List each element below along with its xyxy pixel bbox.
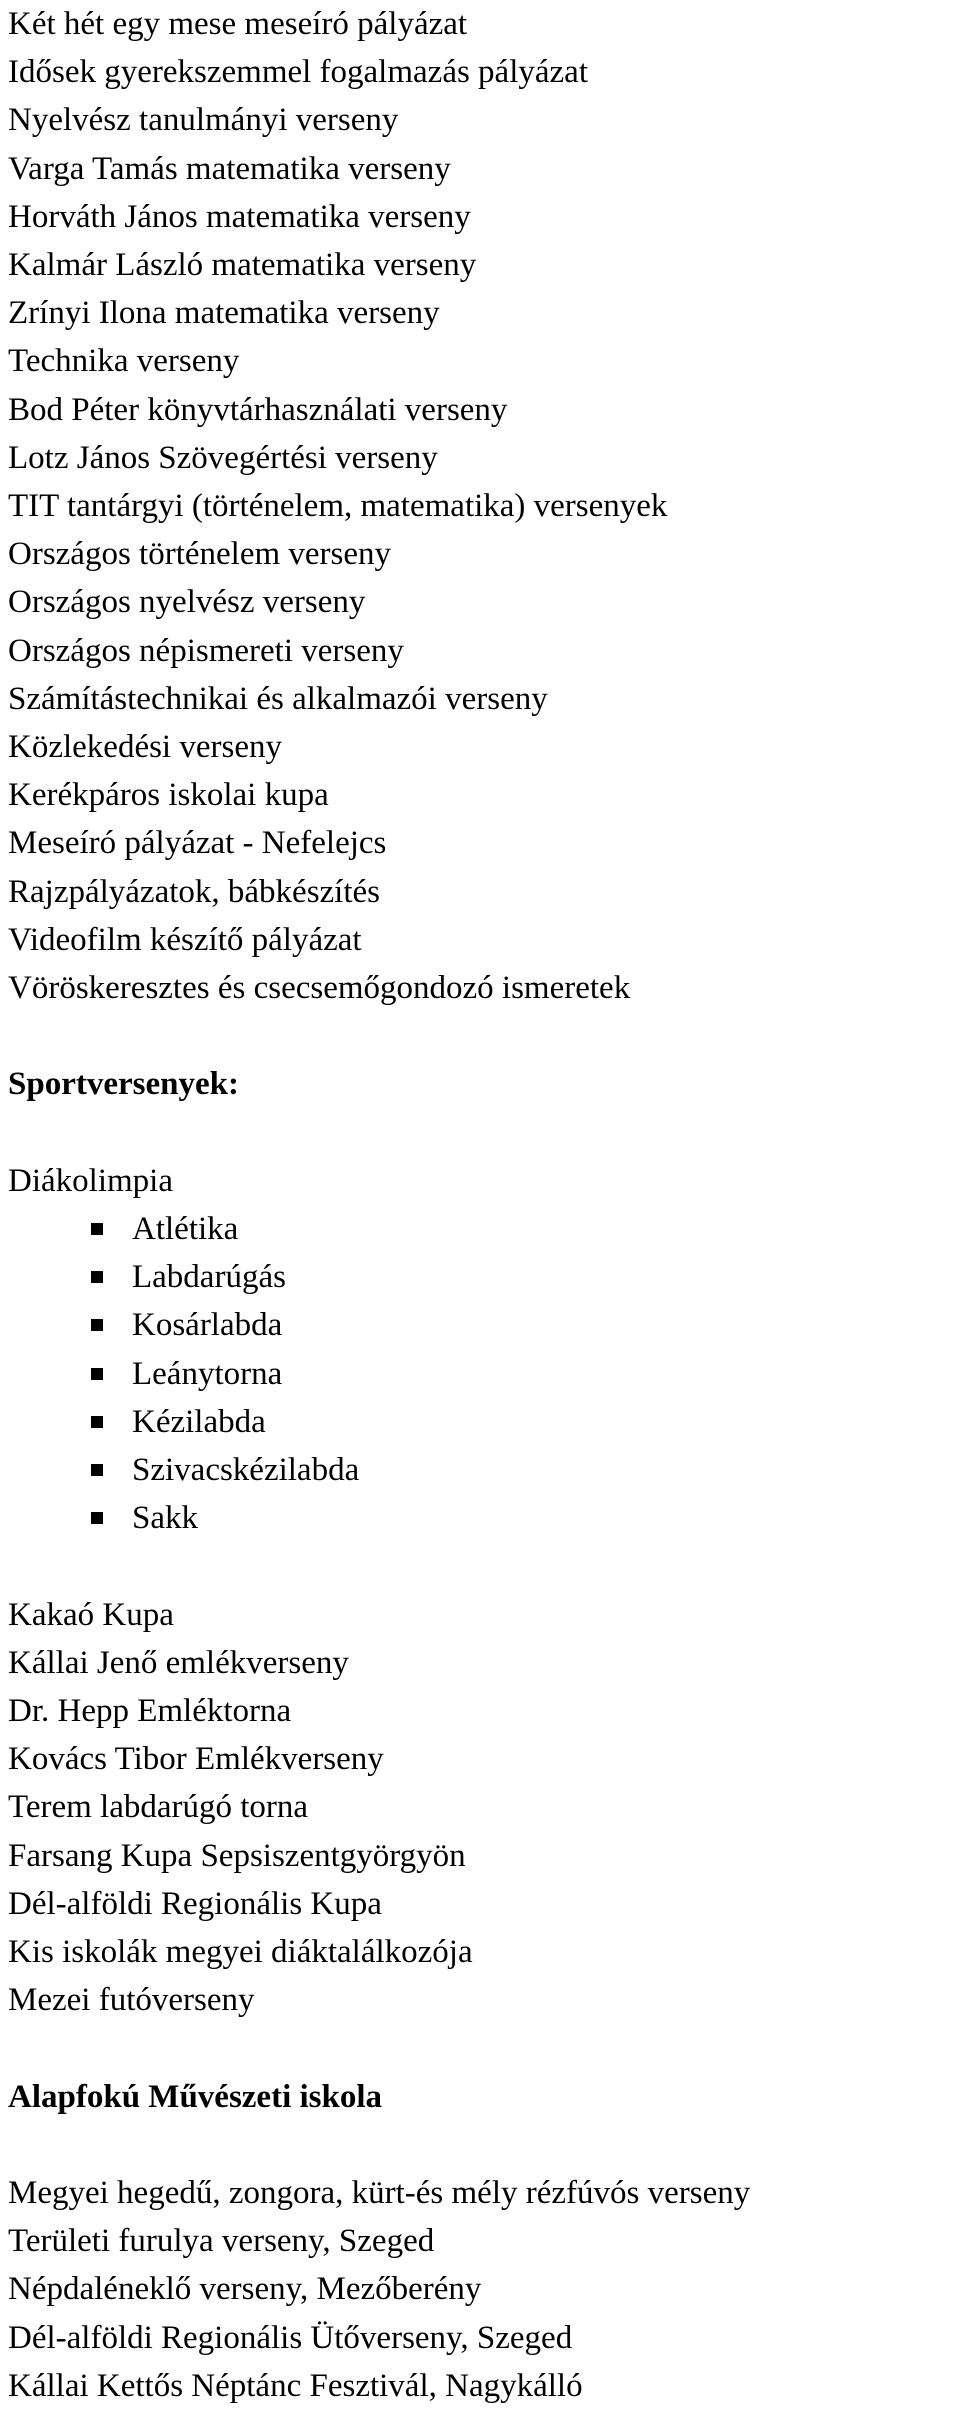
competition-item: Zrínyi Ilona matematika verseny [8, 295, 440, 332]
competition-item: Technika verseny [8, 343, 240, 380]
list-item-label: Labdarúgás [132, 1259, 286, 1296]
list-item-label: Atlétika [132, 1211, 239, 1248]
sport-event: Farsang Kupa Sepsiszentgyörgyön [8, 1837, 466, 1874]
spacer [8, 2024, 960, 2072]
competition-item: Kalmár László matematika verseny [8, 247, 477, 284]
competition-item: Bod Péter könyvtárhasználati verseny [8, 391, 508, 428]
competition-item: Rajzpályázatok, bábkészítés [8, 873, 381, 910]
sport-event: Mezei futóverseny [8, 1982, 255, 2019]
sport-event: Terem labdarúgó torna [8, 1789, 309, 1826]
list-item [8, 1398, 960, 1446]
art-event: Kállai Kettős Néptánc Fesztivál, Nagykálló [8, 2367, 583, 2404]
diakolimpia-label: Diákolimpia [8, 1162, 173, 1199]
spacer [8, 1109, 960, 1157]
competition-item: Vöröskeresztes és csecsemőgondozó ismeretek [8, 970, 631, 1007]
sport-event: Dél-alföldi Regionális Kupa [8, 1885, 382, 1922]
list-item-label: Kosárlabda [132, 1307, 283, 1344]
sport-event: Kovács Tibor Emlékverseny [8, 1741, 384, 1778]
square-bullet-icon [91, 1368, 103, 1380]
art-school-heading: Alapfokú Művészeti iskola [8, 2078, 383, 2115]
spacer [8, 2121, 960, 2169]
sport-event: Kállai Jenő emlékverseny [8, 1644, 349, 1681]
competition-item: Közlekedési verseny [8, 729, 282, 766]
square-bullet-icon [91, 1271, 103, 1283]
sport-event: Kis iskolák megyei diáktalálkozója [8, 1934, 473, 1971]
competition-item: Videofilm készítő pályázat [8, 921, 362, 958]
art-event: Népdaléneklő verseny, Mezőberény [8, 2271, 482, 2308]
competition-item: Nyelvész tanulmányi verseny [8, 102, 399, 139]
square-bullet-icon [91, 1512, 103, 1524]
competition-item: Horváth János matematika verseny [8, 198, 471, 235]
art-school-list [8, 2169, 960, 2410]
square-bullet-icon [91, 1416, 103, 1428]
competition-item: Országos nyelvész verseny [8, 584, 366, 621]
competition-item: Országos történelem verseny [8, 536, 392, 573]
competition-item: Lotz János Szövegértési verseny [8, 439, 438, 476]
list-item-label: Kézilabda [132, 1403, 266, 1440]
spacer [8, 1542, 960, 1590]
competition-item: Idősek gyerekszemmel fogalmazás pályázat [8, 54, 588, 91]
sport-event: Kakaó Kupa [8, 1596, 174, 1633]
competition-item: TIT tantárgyi (történelem, matematika) versenyek [8, 488, 668, 525]
list-item-label: Sakk [132, 1500, 198, 1537]
competition-item: Két hét egy mese meseíró pályázat [8, 6, 468, 42]
square-bullet-icon [91, 1319, 103, 1331]
list-item [8, 1253, 960, 1301]
art-event: Dél-alföldi Regionális Ütőverseny, Szeged [8, 2319, 573, 2356]
list-item-label: Szivacskézilabda [132, 1452, 360, 1489]
sport-heading: Sportversenyek: [8, 1066, 239, 1103]
sport-event: Dr. Hepp Emléktorna [8, 1693, 292, 1730]
list-item [8, 1205, 960, 1253]
art-event: Területi furulya verseny, Szeged [8, 2223, 435, 2260]
spacer [8, 1012, 960, 1060]
competition-item: Kerékpáros iskolai kupa [8, 777, 329, 814]
competition-item: Számítástechnikai és alkalmazói verseny [8, 680, 548, 717]
competition-list [8, 0, 960, 1012]
diakolimpia-list [8, 1205, 960, 1542]
competition-item: Meseíró pályázat - Nefelejcs [8, 825, 387, 862]
list-item-label: Leánytorna [132, 1355, 283, 1392]
square-bullet-icon [91, 1464, 103, 1476]
competition-item: Országos népismereti verseny [8, 632, 404, 669]
list-item [8, 1350, 960, 1398]
competition-item: Varga Tamás matematika verseny [8, 150, 451, 187]
list-item [8, 1446, 960, 1494]
square-bullet-icon [91, 1223, 103, 1235]
list-item [8, 1301, 960, 1349]
list-item [8, 1494, 960, 1542]
art-event: Megyei hegedű, zongora, kürt-és mély rézfúvós verseny [8, 2175, 751, 2212]
sport-events-list [8, 1591, 960, 2025]
